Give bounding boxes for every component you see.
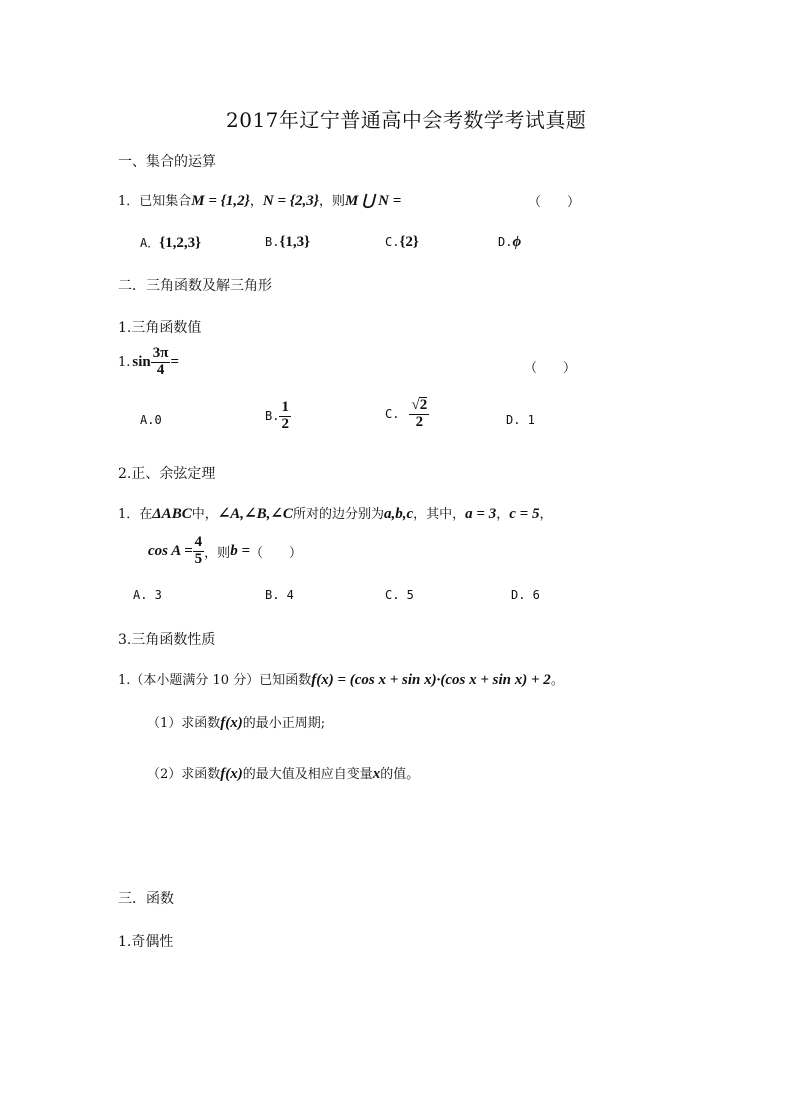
math-angles: ∠A,∠B,∠C bbox=[217, 506, 293, 522]
math-sides: a,b,c bbox=[383, 506, 414, 522]
fraction-denominator: 2 bbox=[415, 413, 424, 430]
separator: ， bbox=[249, 194, 263, 209]
page-title: 2017年辽宁普通高中会考数学考试真题 bbox=[226, 108, 587, 132]
option-label: C. bbox=[385, 406, 400, 421]
subsection-heading-trig-values: 1.三角函数值 bbox=[118, 320, 202, 336]
math-function: f(x) = (cos x + sin x)·(cos x + sin x) + 2 bbox=[311, 672, 551, 688]
sqrt-radicand: 2 bbox=[419, 397, 428, 413]
question-text: 的值。 bbox=[380, 767, 420, 782]
subsection-heading-parity: 1.奇偶性 bbox=[118, 934, 174, 950]
question-text: 1．已知集合 bbox=[118, 194, 192, 209]
math-fraction bbox=[193, 535, 205, 568]
math-c-value: c = 5 bbox=[509, 506, 540, 522]
math-set-m: M = {1,2} bbox=[191, 193, 250, 209]
question-text: 1.（本小题满分 10 分）已知函数 bbox=[118, 673, 312, 688]
question-text: 1．在 bbox=[118, 507, 153, 522]
option-value: ϕ bbox=[512, 234, 522, 250]
math-fraction bbox=[151, 346, 171, 379]
option-d: D. 1 bbox=[506, 413, 535, 427]
answer-paren: （ ） bbox=[250, 545, 303, 561]
fraction-numerator bbox=[409, 397, 429, 415]
question-text: ，则 bbox=[204, 545, 231, 561]
answer-paren: （ ） bbox=[528, 195, 581, 210]
math-function: f(x) bbox=[220, 766, 243, 782]
option-label: A． bbox=[140, 236, 160, 250]
section-heading-sets: 一、集合的运算 bbox=[118, 154, 216, 170]
subsection-heading-trig-properties: 3.三角函数性质 bbox=[118, 632, 216, 648]
option-d bbox=[498, 234, 521, 251]
section-heading-trig: 二．三角函数及解三角形 bbox=[118, 278, 272, 294]
question-text: （2）求函数 bbox=[147, 767, 221, 782]
fraction-numerator: 4 bbox=[194, 534, 203, 550]
math-function: f(x) bbox=[220, 715, 243, 731]
subsection-heading-law-of-sines-cosines: 2.正、余弦定理 bbox=[118, 466, 216, 482]
math-fraction bbox=[409, 397, 429, 431]
question-triangle-condition bbox=[148, 535, 302, 568]
math-triangle: ΔABC bbox=[152, 506, 192, 522]
option-c bbox=[385, 234, 419, 251]
question-trig-value-stem bbox=[118, 346, 179, 379]
fraction-denominator: 5 bbox=[194, 550, 203, 567]
math-a-value: a = 3 bbox=[465, 506, 497, 522]
option-b: B. 4 bbox=[265, 588, 294, 602]
math-b-expr: b = bbox=[230, 542, 250, 559]
question-function-stem bbox=[118, 669, 564, 689]
option-label: C. bbox=[385, 235, 400, 249]
question-number: 1. bbox=[118, 354, 131, 370]
option-value: {1,3} bbox=[279, 234, 311, 250]
sqrt-sign: √ bbox=[411, 397, 420, 413]
question-triangle-stem bbox=[118, 503, 552, 523]
fraction-denominator: 4 bbox=[156, 361, 165, 378]
math-equals: = bbox=[170, 353, 180, 370]
answer-paren: （ ） bbox=[524, 361, 577, 376]
option-c: C. 5 bbox=[385, 588, 414, 602]
option-a: A. 3 bbox=[133, 588, 162, 602]
question-sets-stem bbox=[118, 190, 401, 210]
question-text: ，则 bbox=[318, 194, 345, 209]
fraction-denominator: 2 bbox=[281, 415, 289, 432]
question-text: 的最小正周期; bbox=[242, 716, 326, 731]
question-text: （1）求函数 bbox=[147, 716, 221, 731]
math-variable: x bbox=[372, 766, 381, 782]
option-value: {1,2,3} bbox=[159, 235, 202, 251]
question-text: 所对的边分别为 bbox=[292, 507, 384, 522]
option-label: D. bbox=[498, 235, 513, 249]
option-b bbox=[265, 234, 310, 251]
option-c bbox=[385, 397, 429, 431]
separator: ， bbox=[539, 507, 553, 522]
option-d: D. 6 bbox=[511, 588, 540, 602]
separator: ， bbox=[496, 507, 510, 522]
question-part-2 bbox=[147, 763, 419, 783]
separator: 。 bbox=[550, 673, 564, 688]
math-sin: sin bbox=[132, 353, 151, 370]
math-union-expr: M ⋃ N = bbox=[344, 193, 402, 209]
math-set-n: N = {2,3} bbox=[262, 193, 319, 209]
section-heading-functions: 三．函数 bbox=[118, 891, 174, 907]
question-part-1 bbox=[147, 712, 325, 732]
question-text: 的最大值及相应自变量 bbox=[242, 767, 373, 782]
question-text: 中， bbox=[191, 507, 218, 522]
math-cos: cos A = bbox=[148, 542, 193, 559]
fraction-numerator: 1 bbox=[281, 399, 289, 415]
option-a: A.0 bbox=[140, 413, 162, 427]
question-text: ，其中， bbox=[413, 507, 466, 522]
option-a bbox=[140, 234, 201, 252]
math-fraction bbox=[279, 400, 291, 433]
option-value: {2} bbox=[399, 234, 419, 250]
option-b bbox=[265, 400, 291, 433]
option-label: B. bbox=[265, 235, 280, 249]
fraction-numerator: 3π bbox=[152, 345, 169, 361]
option-label: B. bbox=[265, 409, 280, 424]
